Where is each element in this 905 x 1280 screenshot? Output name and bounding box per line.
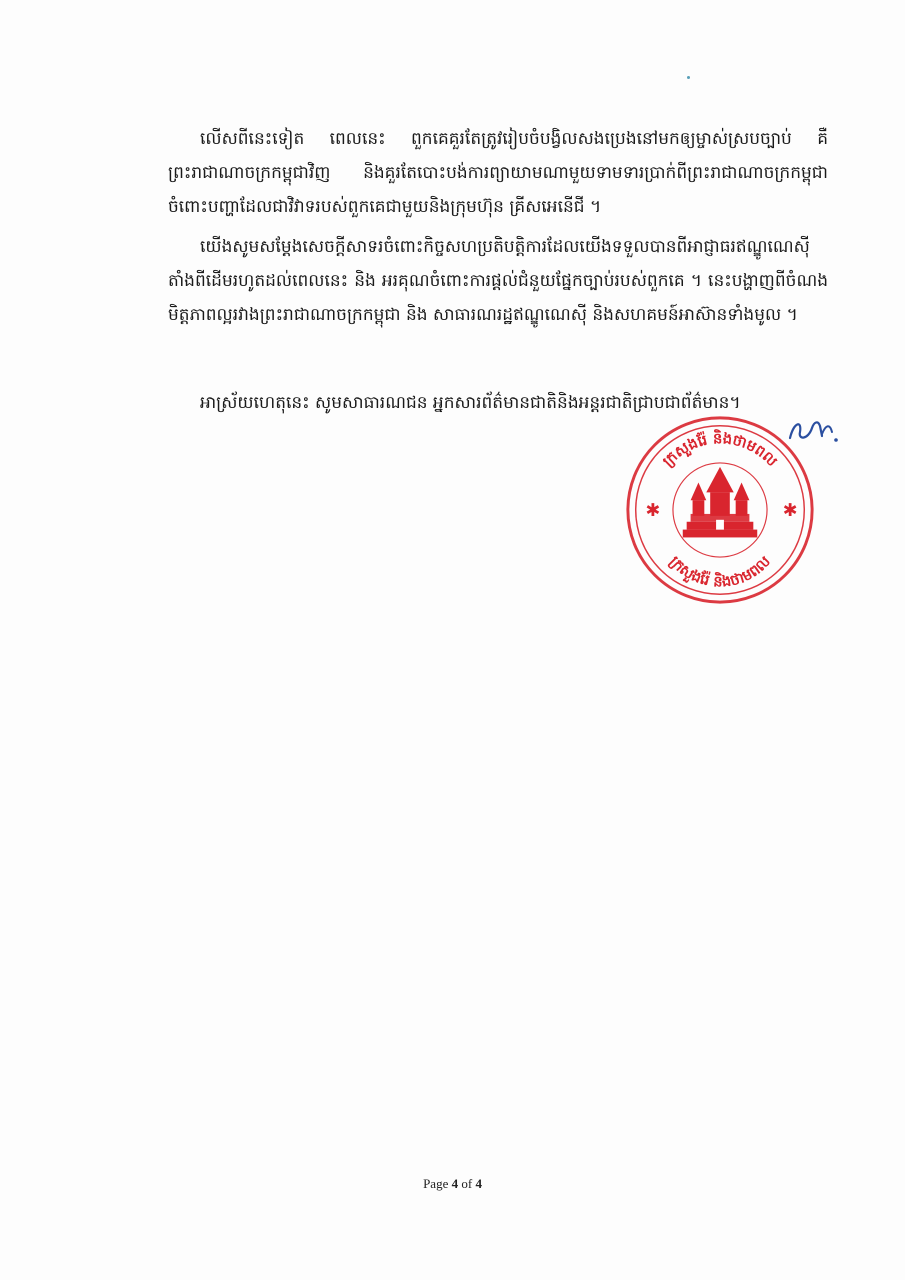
signature-mark	[782, 412, 842, 448]
seal-star-left-icon: ✱	[645, 500, 661, 521]
footer-prefix: Page	[423, 1176, 452, 1191]
seal-top-text: ក្រសួងរ៉ែ និងថាមពល	[659, 430, 781, 471]
paragraph-3-text: អាស្រ័យហេតុនេះ សូមសាធារណជន អ្នកសារព័ត៌មានជាតិនិងអន្តរជាតិជ្រាបជាព័ត៌មាន។	[200, 393, 741, 413]
footer-middle: of	[458, 1176, 476, 1191]
scan-speck	[687, 76, 690, 79]
seal-bottom-text: ក្រសួងរ៉ែ និងថាមពល	[666, 552, 774, 591]
seal-star-right-icon: ✱	[782, 500, 798, 521]
angkor-temple-icon	[683, 467, 757, 538]
paragraph-2	[168, 230, 828, 332]
paragraph-2-text: យើងសូមសម្តែងសេចក្តីសាទរចំពោះកិច្ចសហប្រតិបត្តិការដែលយើងទទួលបានពីអាជ្ញាធរឥណ្ឌូណេស៊ីតាំងពីដើមរហូតដល់ពេលនេះ និង អរគុណចំពោះការផ្តល់ជំនួយផ្នែកច្បាប់របស់ពួកគេ ។ នេះបង្ហាញពីចំណងមិត្តភាពល្អរវាងព្រះរាជាណាចក្រកម្ពុជា និង សាធារណរដ្ឋឥណ្ឌូណេស៊ី និងសហគមន៍អាស៊ានទាំងមូល ។	[168, 237, 828, 325]
page-footer	[0, 1176, 905, 1192]
footer-total-pages: 4	[475, 1176, 482, 1191]
paragraph-1-text: លើសពីនេះទៀត ពេលនេះ ពួកគេគួរតែត្រូវរៀបចំបង្វិលសងប្រេងនៅមកឲ្យម្ចាស់ស្របច្បាប់ គឺព្រះរាជាណាចក្រកម្ពុជាវិញ និងគួរតែបោះបង់ការព្យាយាមណាមួយទាមទារប្រាក់ពីព្រះរាជាណាចក្រកម្ពុជា ចំពោះបញ្ហាដែលជាវិវាទរបស់ពួកគេជាមួយនិងក្រុមហ៊ុន គ្រីសអេនើជី ។	[168, 129, 828, 217]
footer-current-page: 4	[451, 1176, 459, 1191]
paragraph-1	[168, 122, 828, 224]
